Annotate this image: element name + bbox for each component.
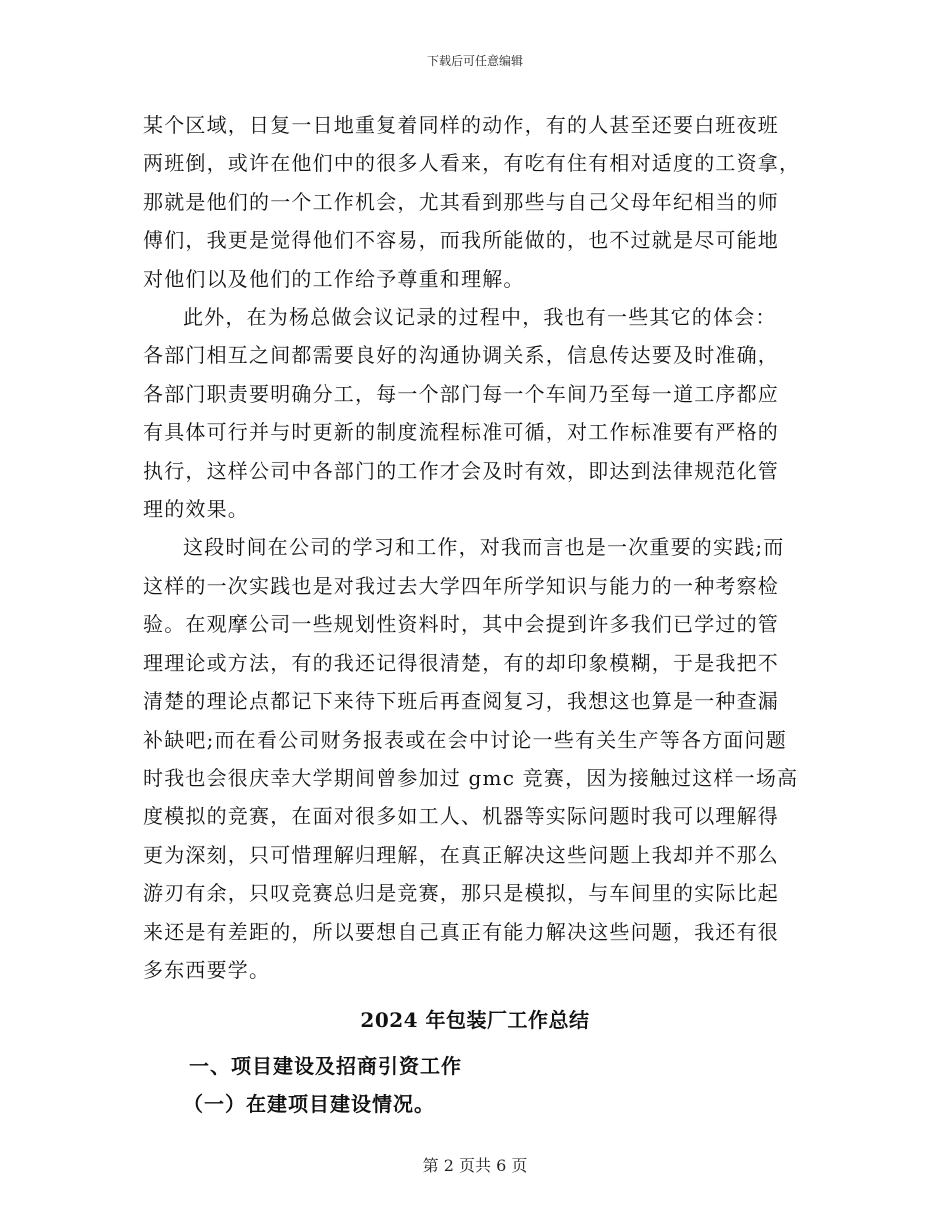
paragraph-3 [143, 528, 807, 989]
paragraph-line: 某个区域，日复一日地重复着同样的动作，有的人甚至还要白班夜班 [143, 113, 779, 137]
paragraph-line: 更为深刻，只可惜理解归理解，在真正解决这些问题上我却并不那么 [143, 842, 779, 867]
paragraph-line: 对他们以及他们的工作给予尊重和理解。 [143, 266, 525, 291]
paragraph-line: 两班倒，或许在他们中的很多人看来，有吃有住有相对适度的工资拿， [143, 151, 801, 176]
page-header: 下载后可任意编辑 [426, 54, 523, 68]
document-body [143, 106, 807, 1118]
paragraph-line: 度模拟的竞赛，在面对很多如工人、机器等实际问题时我可以理解得 [143, 804, 779, 829]
paragraph-line: 游刃有余，只叹竞赛总归是竞赛，那只是模拟，与车间里的实际比起 [143, 881, 779, 906]
paragraph-line: 各部门职责要明确分工，每一个部门每一个车间乃至每一道工序都应 [143, 381, 779, 406]
paragraph-line: 各部门相互之间都需要良好的沟通协调关系，信息传达要及时准确， [143, 343, 779, 368]
paragraph-line: 时我也会很庆幸大学期间曾参加过 gmc 竞赛，因为接触过这样一场高 [143, 765, 799, 790]
paragraph-line: 补缺吧;而在看公司财务报表或在会中讨论一些有关生产等各方面问题 [143, 727, 787, 752]
section-heading: 一、项目建设及招商引资工作 [189, 1054, 462, 1079]
subsection-heading: （一）在建项目建设情况。 [183, 1092, 435, 1117]
paragraph-line: 理的效果。 [143, 497, 249, 522]
paragraph-2 [143, 298, 807, 528]
paragraph-line: 理理论或方法，有的我还记得很清楚，有的却印象模糊，于是我把不 [143, 650, 779, 675]
paragraph-line: 傅们，我更是觉得他们不容易，而我所能做的，也不过就是尽可能地 [143, 228, 779, 253]
paragraph-line: 此外，在为杨总做会议记录的过程中，我也有一些其它的体会： [183, 305, 777, 330]
paragraph-line: 有具体可行并与时更新的制度流程标准可循，对工作标准要有严格的 [143, 420, 779, 445]
paragraph-line: 验。在观摩公司一些规划性资料时，其中会提到许多我们已学过的管 [143, 612, 779, 637]
paragraph-line: 这样的一次实践也是对我过去大学四年所学知识与能力的一种考察检 [143, 573, 779, 598]
document-title: 2024 年包装厂工作总结 [360, 1008, 590, 1033]
paragraph-line: 那就是他们的一个工作机会，尤其看到那些与自己父母年纪相当的师 [143, 189, 779, 214]
paragraph-line: 执行，这样公司中各部门的工作才会及时有效，即达到法律规范化管 [143, 458, 779, 483]
paragraph-line: 这段时间在公司的学习和工作，对我而言也是一次重要的实践;而 [183, 535, 785, 560]
page-number-footer: 第 2 页共 6 页 [422, 1156, 528, 1175]
paragraph-line: 清楚的理论点都记下来待下班后再查阅复习，我想这也算是一种查漏 [143, 689, 779, 714]
paragraph-1 [143, 106, 807, 298]
paragraph-line: 来还是有差距的，所以要想自己真正有能力解决这些问题，我还有很 [143, 919, 779, 944]
paragraph-line: 多东西要学。 [143, 957, 271, 982]
